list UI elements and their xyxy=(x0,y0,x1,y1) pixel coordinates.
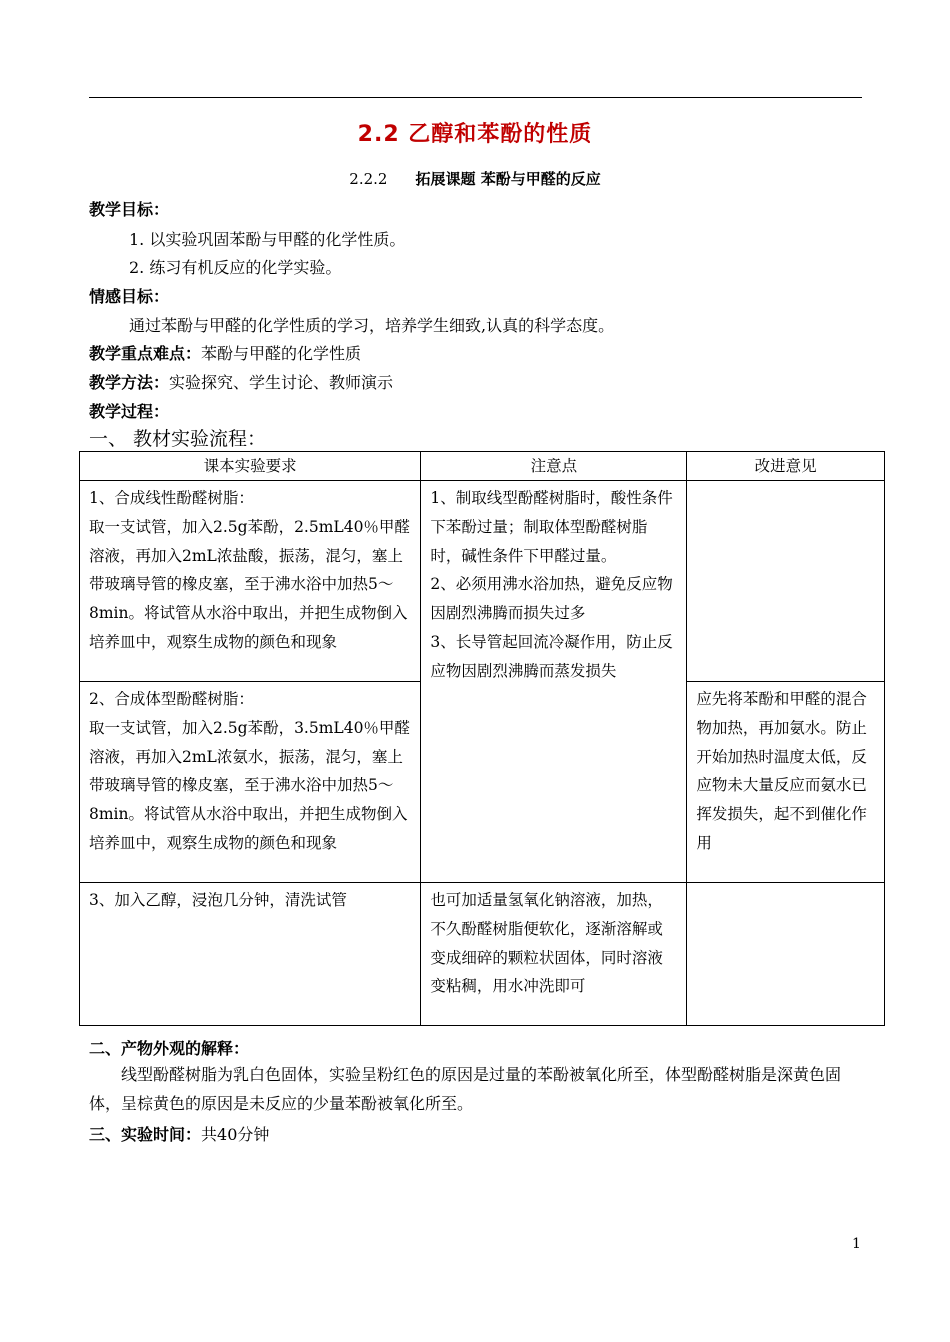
objective-item-2: 2. 练习有机反应的化学实验。 xyxy=(129,258,342,277)
cell-row3-notes: 也可加适量氢氧化钠溶液，加热，不久酚醛树脂便软化，逐渐溶解或变成细碎的颗粒状固体，同时溶液变粘稠，用水冲洗即可 xyxy=(421,883,687,1026)
page-title: 2.2 乙醇和苯酚的性质 xyxy=(357,122,593,147)
cell-row1-improvements xyxy=(687,481,885,682)
cell-row3-requirements: 3、加入乙醇，浸泡几分钟，清洗试管 xyxy=(80,883,421,1026)
experiment-table xyxy=(79,451,885,1026)
col-header-requirements: 课本实验要求 xyxy=(80,452,421,481)
header-rule xyxy=(89,97,862,98)
key-points-text: 苯酚与甲醛的化学性质 xyxy=(201,344,362,363)
col-header-improvements: 改进意见 xyxy=(687,452,885,481)
key-points-line xyxy=(89,341,361,364)
methods-text: 实验探究、学生讨论、教师演示 xyxy=(169,373,394,392)
process-heading: 教学过程： xyxy=(89,402,170,421)
methods-label: 教学方法： xyxy=(89,373,170,392)
section2-heading: 二、产物外观的解释： xyxy=(89,1039,250,1058)
cell-notes-rows-1-2: 1、制取线型酚醛树脂时，酸性条件下苯酚过量；制取体型酚醛树脂时，碱性条件下甲醛过量。 2、必须用沸水浴加热，避免反应物因剧烈沸腾而损失过多 3、长导管起回流冷凝作用，防止反应物因剧烈沸腾而蒸发损失 xyxy=(421,481,687,883)
table-row xyxy=(80,883,885,1026)
page-number: 1 xyxy=(852,1236,861,1252)
section3-line xyxy=(89,1122,269,1145)
table-header-row xyxy=(80,452,885,481)
cell-row3-improvements xyxy=(687,883,885,1026)
objectives-heading: 教学目标： xyxy=(89,200,170,219)
methods-line xyxy=(89,370,393,393)
section3-label: 三、实验时间： xyxy=(89,1125,202,1144)
subtitle-number: 2.2.2 xyxy=(349,170,388,188)
col-header-notes: 注意点 xyxy=(421,452,687,481)
subtitle-text: 拓展课题 苯酚与甲醛的反应 xyxy=(415,170,601,188)
section1-heading: 一、 教材实验流程： xyxy=(89,428,267,450)
cell-row2-requirements: 2、合成体型酚醛树脂： 取一支试管，加入2.5g苯酚，3.5mL40％甲醛溶液，再加入2mL浓氨水，振荡，混匀，塞上带玻璃导管的橡皮塞，至于沸水浴中加热5～8min。将试管从水浴中取出，并把生成物倒入培养皿中，观察生成物的颜色和现象 xyxy=(80,682,421,883)
emotion-text: 通过苯酚与甲醛的化学性质的学习，培养学生细致,认真的科学态度。 xyxy=(129,316,615,335)
objective-item-1: 1. 以实验巩固苯酚与甲醛的化学性质。 xyxy=(129,230,406,249)
table-row xyxy=(80,481,885,682)
section2-text: 线型酚醛树脂为乳白色固体，实验呈粉红色的原因是过量的苯酚被氧化所至，体型酚醛树脂是深黄色固体，呈棕黄色的原因是未反应的少量苯酚被氧化所至。 xyxy=(89,1065,842,1113)
emotion-heading: 情感目标： xyxy=(89,287,170,306)
subtitle xyxy=(0,168,950,189)
key-points-label: 教学重点难点： xyxy=(89,344,202,363)
section3-text: 共40分钟 xyxy=(201,1125,270,1144)
cell-row1-requirements: 1、合成线性酚醛树脂： 取一支试管，加入2.5g苯酚，2.5mL40％甲醛溶液，再加入2mL浓盐酸，振荡，混匀，塞上带玻璃导管的橡皮塞，至于沸水浴中加热5～8min。将试管从水浴中取出，并把生成物倒入培养皿中，观察生成物的颜色和现象 xyxy=(80,481,421,682)
cell-row2-improvements: 应先将苯酚和甲醛的混合物加热，再加氨水。防止开始加热时温度太低，反应物未大量反应而氨水已挥发损失，起不到催化作用 xyxy=(687,682,885,883)
